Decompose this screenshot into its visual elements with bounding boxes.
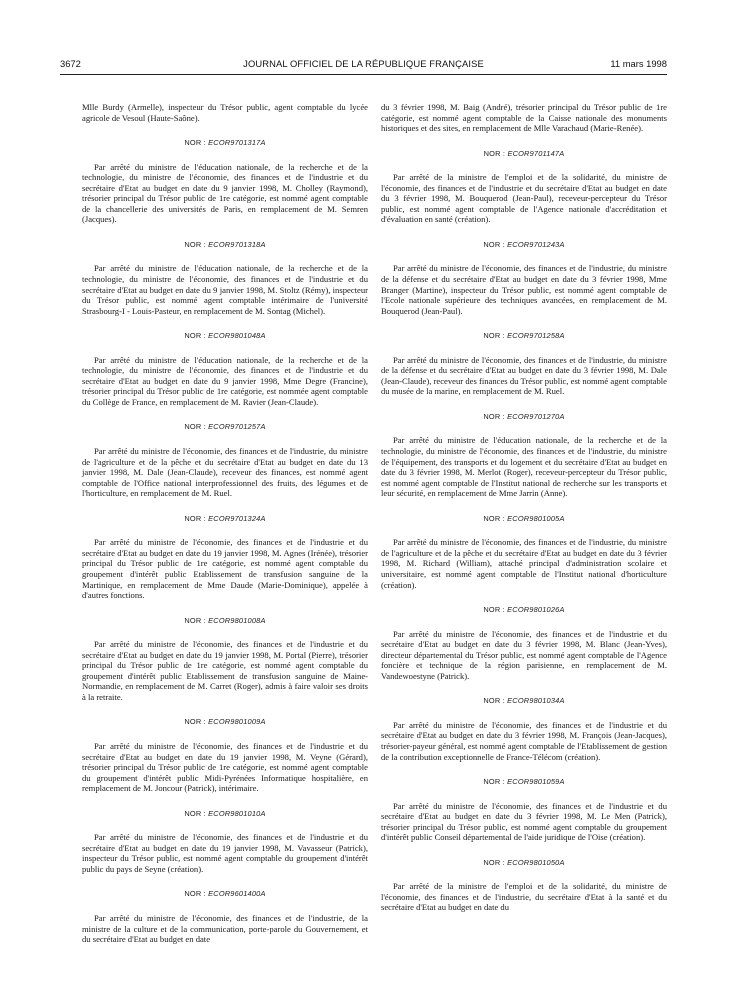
nor-reference <box>82 331 368 342</box>
nor-code: ECOR9801034A <box>507 696 565 706</box>
nor-prefix: NOR : <box>483 331 505 341</box>
nor-prefix: NOR : <box>483 239 505 249</box>
nor-reference <box>381 149 667 160</box>
decree-paragraph: Par arrêté du ministre de l'économie, des finances et de l'industrie, du ministre de la défense et du secrétaire d'Etat au budget en date du 3 février 1998, M. Dale (Jean-Claude), receveur des finances du Trésor public, est nommé agent comptable du musée de la marine, en remplacement de M. Ruel. <box>381 354 667 397</box>
decree-paragraph: Par arrêté du ministre de l'économie, des finances et de l'industrie et du secrétaire d'Etat au budget en date du 19 janvier 1998, M. Portal (Pierre), trésorier principal du Trésor public de 1re catégorie, est nommé agent comptable du groupement d'intérêt public Etablissement de transfusion sanguine de Maine-Normandie, en remplacement de M. Carret (Roger), admis à faire valoir ses droits à la retraite. <box>82 639 368 702</box>
decree-paragraph: Par arrêté du ministre de l'éducation nationale, de la recherche et de la technologie, du ministre de l'économie, des finances et de l'industrie, du ministre de l'équipement, des transports et du logement et du secrétaire d'Etat au budget en date du 3 février 1998, M. Merlot (Roger), receveur-percepteur du Trésor public, est nommé agent comptable de l'Institut national de recherche sur les transports et leur sécurité, en remplacement de Mme Jarrin (Anne). <box>381 435 667 499</box>
nor-code: ECOR9701324A <box>208 513 266 523</box>
decree-paragraph: Par arrêté du ministre de l'économie, des finances et de l'industrie et du secrétaire d'Etat au budget en date du 3 février 1998, M. François (Jean-Jacques), trésorier-payeur général, est nommé agent comptable de l'Etablissement de gestion de la contribution exceptionnelle de France-Télécom (création). <box>381 719 667 762</box>
nor-code: ECOR9601400A <box>208 889 266 899</box>
nor-reference <box>82 422 368 433</box>
decree-paragraph: Par arrêté de la ministre de l'emploi et de la solidarité, du ministre de l'économie, des finances et de l'industrie, du secrétaire d'Etat à la santé et du secrétaire d'Etat au budget en date du <box>381 881 667 913</box>
decree-paragraph: Par arrêté du ministre de l'économie, des finances et de l'industrie, du ministre de l'agriculture et de la pêche et du secrétaire d'Etat au budget en date du 13 janvier 1998, M. Dale (Jean-Claude), receveur des finances, est nommé agent comptable de l'Office national interprofessionnel des fruits, des légumes et de l'horticulture, en remplacement de M. Ruel. <box>82 446 368 499</box>
nor-prefix: NOR : <box>483 148 506 158</box>
nor-prefix: NOR : <box>483 605 505 615</box>
nor-code: ECOR9701147A <box>507 148 565 158</box>
nor-prefix: NOR : <box>184 138 206 148</box>
nor-code: ECOR9701318A <box>208 239 266 249</box>
continued-paragraph: du 3 février 1998, M. Baig (André), trésorier principal du Trésor public de 1re catégorie, est nommé agent comptable de la Caisse nationale des monuments historiques et des sites, en remplacement de Mlle Varachaud (Marie-Renée). <box>381 102 667 134</box>
nor-prefix: NOR : <box>184 717 206 727</box>
nor-prefix: NOR : <box>483 513 505 523</box>
nor-reference <box>82 717 368 728</box>
nor-code: ECOR9801050A <box>507 857 565 867</box>
page-header <box>60 58 667 74</box>
nor-reference <box>82 616 368 627</box>
decree-paragraph: Par arrêté du ministre de l'économie, des finances et de l'industrie, de la ministre de la culture et de la communication, porte-parole du Gouvernement, et du secrétaire d'Etat au budget en date <box>82 912 368 945</box>
nor-reference <box>381 696 667 707</box>
left-column <box>82 102 368 945</box>
page-number: 3672 <box>60 58 81 69</box>
decree-paragraph: Par arrêté du ministre de l'économie, des finances et de l'industrie et du secrétaire d'Etat au budget en date du 19 janvier 1998, M. Agnes (Irénée), trésorier principal du Trésor public de 1re catégorie, est nommé agent comptable du groupement d'intérêt public Etablissement de transfusion sanguine de la Martinique, en remplacement de Mme Daude (Marie-Dominique), appelée à d'autres fonctions. <box>82 537 368 601</box>
decree-paragraph: Par arrêté du ministre de l'économie, des finances et de l'industrie et du secrétaire d'Etat au budget en date du 3 février 1998, M. Blanc (Jean-Yves), directeur départemental du Trésor public, est nommé agent comptable de l'Agence foncière et technique de la région parisienne, en remplacement de M. Vandewoestyne (Patrick). <box>381 628 667 681</box>
nor-prefix: NOR : <box>184 615 206 625</box>
nor-reference <box>82 240 368 251</box>
decree-paragraph: Par arrêté du ministre de l'éducation nationale, de la recherche et de la technologie, du ministre de l'économie, des finances et de l'industrie et du secrétaire d'Etat au budget en date du 9 janvier 1998, Mme Degre (Francine), trésorier principal du Trésor public de 1re catégorie, est nommée agent comptable du Collège de France, en remplacement de M. Ravier (Jean-Claude). <box>82 354 368 407</box>
continued-paragraph: Mlle Burdy (Armelle), inspecteur du Trésor public, agent comptable du lycée agricole de Vesoul (Haute-Saône). <box>82 102 368 123</box>
decree-paragraph: Par arrêté du ministre de l'économie, des finances et de l'industrie et du secrétaire d'Etat au budget en date du 19 janvier 1998, M. Vavasseur (Patrick), inspecteur du Trésor public, est nommé agent comptable du groupement d'intérêt public du pays de Seyne (création). <box>82 832 368 874</box>
nor-code: ECOR9801009A <box>208 717 266 727</box>
header-rule <box>60 74 667 75</box>
nor-prefix: NOR : <box>184 513 206 523</box>
nor-code: ECOR9801008A <box>208 615 266 625</box>
decree-paragraph: Par arrêté du ministre de l'éducation nationale, de la recherche et de la technologie, du ministre de l'économie, des finances et de l'industrie et du secrétaire d'Etat au budget en date du 9 janvier 1998, M. Stoltz (Rémy), inspecteur du Trésor public, est nommé agent comptable intérimaire de l'université Strasbourg-I - Louis-Pasteur, en remplacement de M. Sontag (Michel). <box>82 263 368 316</box>
nor-reference <box>381 331 667 342</box>
decree-paragraph: Par arrêté du ministre de l'économie, des finances et de l'industrie, du ministre de la défense et du secrétaire d'Etat au budget en date du 3 février 1998, Mme Branger (Martine), inspecteur du Trésor public, est nommé agent comptable de l'Ecole nationale supérieure des techniques avancées, en remplacement de M. Bouquerod (Jean-Paul). <box>381 263 667 316</box>
nor-code: ECOR9701257A <box>208 422 266 432</box>
nor-prefix: NOR : <box>184 239 206 249</box>
nor-reference <box>381 240 667 251</box>
nor-reference <box>381 412 667 423</box>
nor-prefix: NOR : <box>483 696 505 706</box>
decree-paragraph: Par arrêté de la ministre de l'emploi et de la solidarité, du ministre de l'économie, des finances et de l'industrie et du secrétaire d'Etat au budget en date du 3 février 1998, M. Bouquerod (Jean-Paul), receveur-percepteur du Trésor public, est nommé agent comptable de l'Agence nationale d'accréditation et d'évaluation en santé (création). <box>381 172 667 225</box>
decree-paragraph: Par arrêté du ministre de l'économie, des finances et de l'industrie, du ministre de l'agriculture et de la pêche et du secrétaire d'Etat au budget en date du 3 février 1998, M. Richard (William), attaché principal d'administration scolaire et universitaire, est nommé agent comptable de l'Institut national d'horticulture (création). <box>381 537 667 590</box>
nor-prefix: NOR : <box>184 889 206 899</box>
nor-prefix: NOR : <box>483 411 505 421</box>
nor-code: ECOR9701317A <box>208 138 266 148</box>
decree-paragraph: Par arrêté du ministre de l'économie, des finances et de l'industrie et du secrétaire d'Etat au budget en date du 19 janvier 1998, M. Veyne (Gérard), trésorier principal du Trésor public de 1re catégorie, est nommé agent comptable du groupement d'intérêt public Midi-Pyrénées Informatique hospitalière, en remplacement de M. Joncour (Patrick), intérimaire. <box>82 740 368 794</box>
nor-reference <box>381 777 667 788</box>
nor-code: ECOR9801048A <box>208 331 266 341</box>
nor-reference <box>381 514 667 525</box>
nor-prefix: NOR : <box>184 808 206 818</box>
nor-code: ECOR9801010A <box>208 808 266 818</box>
nor-prefix: NOR : <box>483 857 505 867</box>
nor-reference <box>82 809 368 820</box>
decree-paragraph: Par arrêté du ministre de l'économie, des finances et de l'industrie et du secrétaire d'Etat au budget en date du 3 février 1998, M. Le Men (Patrick), trésorier principal du Trésor public, est nommé agent comptable du groupement d'intérêt public Conseil départemental de l'aide juridique de l'Oise (création). <box>381 800 667 843</box>
nor-reference <box>82 889 368 900</box>
nor-reference <box>82 138 368 149</box>
nor-code: ECOR9801059A <box>507 777 565 787</box>
nor-prefix: NOR : <box>184 331 206 341</box>
nor-prefix: NOR : <box>483 777 505 787</box>
decree-paragraph: Par arrêté du ministre de l'éducation nationale, de la recherche et de la technologie, du ministre de l'économie, des finances et de l'industrie et du secrétaire d'Etat au budget en date du 9 janvier 1998, M. Cholley (Raymond), trésorier principal du Trésor public de 1re catégorie, est nommé agent comptable de la chancellerie des universités de Paris, en remplacement de M. Semren (Jacques). <box>82 161 368 225</box>
nor-reference <box>82 514 368 525</box>
nor-prefix: NOR : <box>184 422 206 432</box>
nor-code: ECOR9701243A <box>507 239 565 249</box>
issue-date: 11 mars 1998 <box>610 58 667 69</box>
nor-code: ECOR9701258A <box>507 331 565 341</box>
nor-code: ECOR9801005A <box>507 513 565 523</box>
nor-reference <box>381 858 667 869</box>
nor-code: ECOR9801026A <box>507 605 565 615</box>
right-column <box>381 102 667 913</box>
journal-title: JOURNAL OFFICIEL DE LA RÉPUBLIQUE FRANÇAISE <box>243 58 484 69</box>
nor-code: ECOR9701270A <box>507 411 565 421</box>
nor-reference <box>381 605 667 616</box>
